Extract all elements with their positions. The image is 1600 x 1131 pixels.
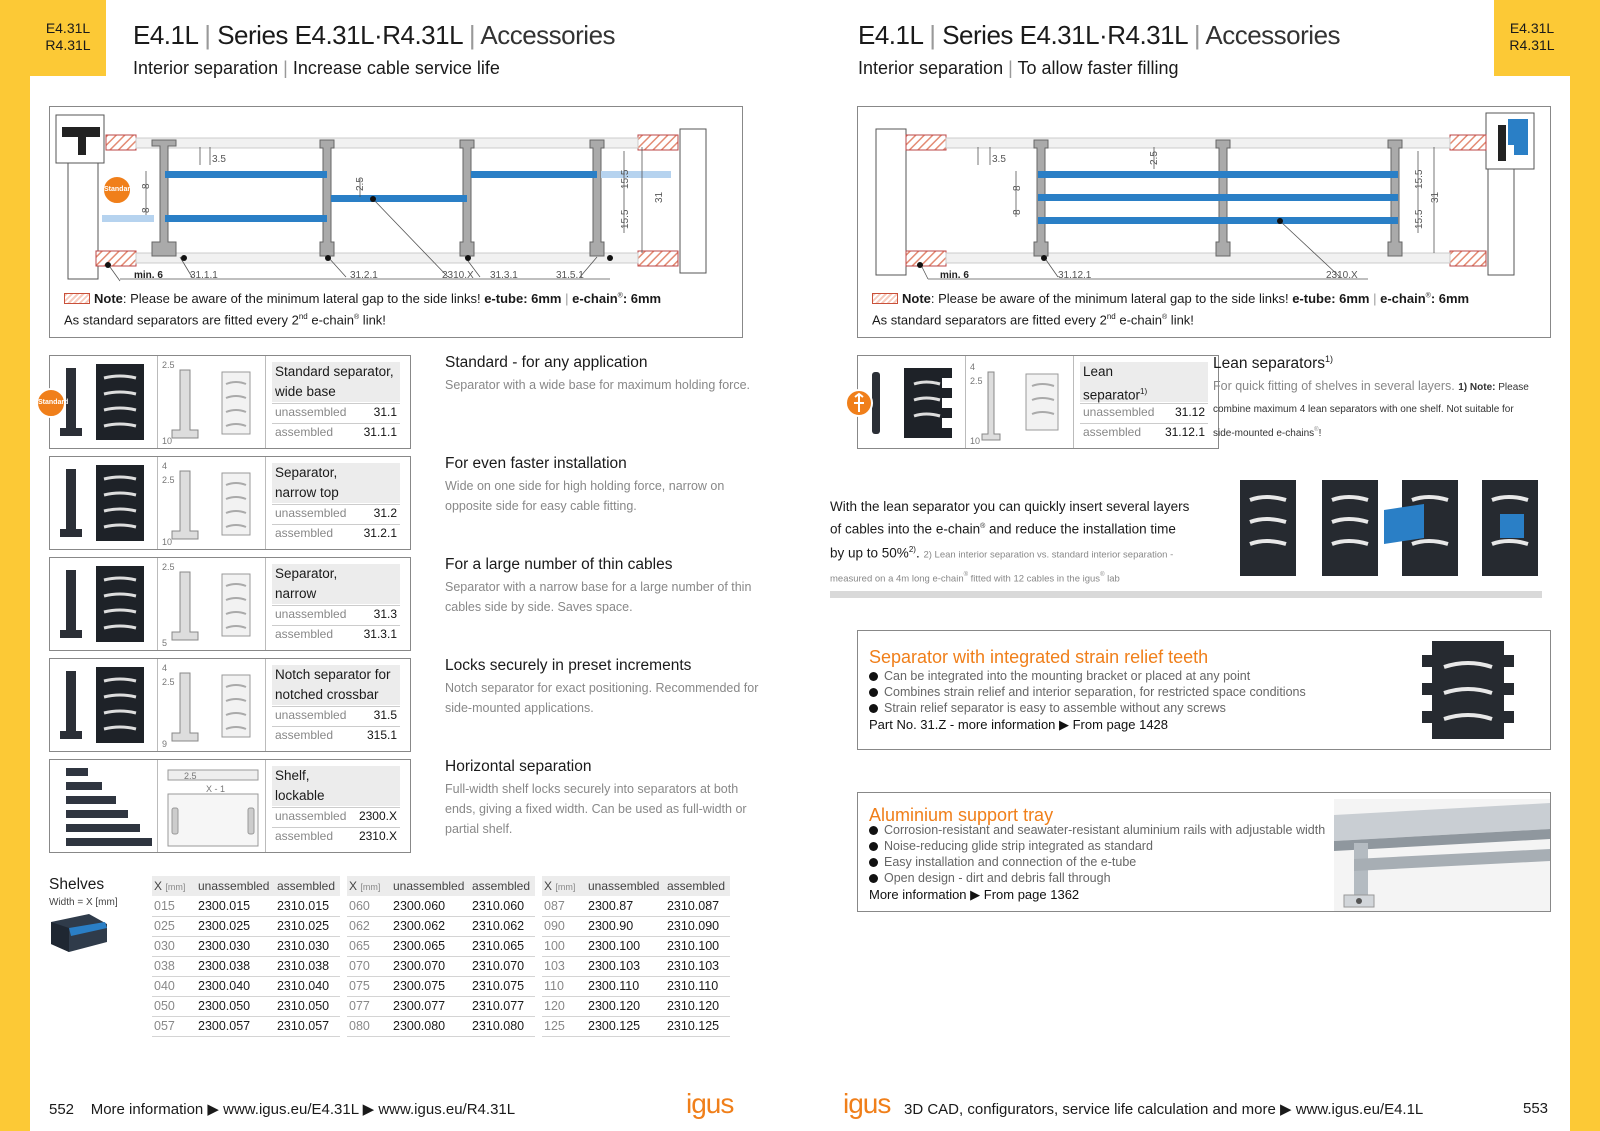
list-item: Easy installation and connection of the e-tube bbox=[869, 855, 1325, 871]
table-row: 015 2300.015 2310.015 bbox=[152, 896, 340, 916]
dim-text: 15.5 bbox=[1414, 209, 1425, 229]
product-name: Separator, narrow bbox=[272, 564, 400, 604]
separator-image bbox=[50, 659, 158, 751]
lean-separator-row bbox=[857, 355, 1219, 449]
left-page bbox=[30, 0, 770, 1131]
svg-text:2.5: 2.5 bbox=[162, 475, 175, 485]
table-row: 060 2300.060 2310.060 bbox=[347, 896, 535, 916]
right-page-number: 553 bbox=[1523, 1100, 1549, 1117]
product-title: For a large number of thin cables bbox=[445, 556, 673, 573]
part-label: 31.3.1 bbox=[490, 270, 518, 281]
product-row bbox=[49, 557, 411, 651]
svg-text:5: 5 bbox=[162, 638, 168, 648]
lean-dimension-drawing bbox=[966, 356, 1074, 448]
lean-badge-icon bbox=[847, 391, 871, 415]
table-header: X [mm] unassembled assembled bbox=[542, 876, 730, 896]
product-row bbox=[49, 355, 411, 449]
lean-order-cell bbox=[1074, 356, 1218, 448]
lean-drawing-cell bbox=[966, 356, 1074, 448]
strain-relief-more-link[interactable]: Part No. 31.Z - more information ▶ From page 1428 bbox=[869, 717, 1169, 732]
separator-dimension-drawing bbox=[158, 457, 266, 549]
product-description: Separator with a wide base for maximum holding force. bbox=[445, 378, 751, 392]
product-description: Separator with a narrow base for a large number of thin cables side by side. Saves space. bbox=[445, 580, 752, 614]
dim-text: 2.5 bbox=[1149, 151, 1160, 165]
lean-description: For quick fitting of shelves in several layers. 1) Note: Please combine maximum 4 lean separators with one shelf. Not suitable for side-mounted e-chains®! bbox=[1213, 379, 1529, 440]
separator-image bbox=[50, 558, 158, 650]
aluminium-tray-image bbox=[1334, 799, 1550, 911]
svg-text:4: 4 bbox=[162, 461, 168, 471]
product-photo-cell bbox=[50, 558, 158, 650]
igus-logo: igus bbox=[843, 1088, 891, 1119]
left-series-tab: E4.31L R4.31L bbox=[30, 0, 106, 76]
product-name: Separator, narrow top bbox=[272, 463, 400, 503]
separator-dimension-drawing bbox=[158, 659, 266, 751]
dim-text: 3.5 bbox=[212, 154, 226, 165]
table-row: 125 2300.125 2310.125 bbox=[542, 1016, 730, 1036]
list-item: Noise-reducing glide strip integrated as standard bbox=[869, 839, 1325, 855]
table-row: 077 2300.077 2310.077 bbox=[347, 996, 535, 1016]
dim-text: 8 bbox=[141, 207, 152, 213]
product-order-cell bbox=[266, 760, 410, 852]
product-order-cell bbox=[266, 558, 410, 650]
table-header: X [mm] unassembled assembled bbox=[152, 876, 340, 896]
aluminium-tray-more-link[interactable]: More information ▶ From page 1362 bbox=[869, 887, 1080, 902]
svg-text:2.5: 2.5 bbox=[162, 677, 175, 687]
table-row: 103 2300.103 2310.103 bbox=[542, 956, 730, 976]
unassembled-line: unassembled 31.5 bbox=[272, 706, 400, 726]
assembled-line: assembled 31.1.1 bbox=[272, 423, 400, 443]
table-row: 030 2300.030 2310.030 bbox=[152, 936, 340, 956]
table-row: 075 2300.075 2310.075 bbox=[347, 976, 535, 996]
svg-text:2.5: 2.5 bbox=[162, 562, 175, 572]
lean-badge bbox=[845, 389, 873, 417]
hatch-swatch bbox=[872, 293, 898, 304]
product-name: Notch separator for notched crossbar bbox=[272, 665, 400, 705]
standard-badge: Standard bbox=[102, 175, 132, 205]
product-drawing-cell bbox=[158, 659, 266, 751]
separation-diagram bbox=[857, 106, 1551, 338]
table-row: 087 2300.87 2310.087 bbox=[542, 896, 730, 916]
list-item: Strain relief separator is easy to assemble without any screws bbox=[869, 701, 1306, 717]
shelf-stack-image bbox=[50, 760, 158, 852]
page-title: E4.1L | Series E4.31L·R4.31L | Accessories bbox=[858, 20, 1341, 50]
table-row: 038 2300.038 2310.038 bbox=[152, 956, 340, 976]
product-title: For even faster installation bbox=[445, 455, 627, 472]
table-row: 065 2300.065 2310.065 bbox=[347, 936, 535, 956]
table-row: 120 2300.120 2310.120 bbox=[542, 996, 730, 1016]
unassembled-line: unassembled 31.1 bbox=[272, 403, 400, 423]
unassembled-line: unassembled 2300.X bbox=[272, 807, 400, 827]
assembled-line: assembled 31.12.1 bbox=[1080, 423, 1208, 443]
shelves-table bbox=[347, 876, 535, 1037]
photo-3 bbox=[1384, 480, 1458, 576]
table-row: 100 2300.100 2310.100 bbox=[542, 936, 730, 956]
list-item: Combines strain relief and interior separation, for restricted space conditions bbox=[869, 685, 1306, 701]
product-name: Lean separator$^{1)}$ bbox=[1080, 362, 1208, 402]
svg-text:X - 1: X - 1 bbox=[206, 784, 226, 794]
product-drawing-cell bbox=[158, 457, 266, 549]
table-row: 057 2300.057 2310.057 bbox=[152, 1016, 340, 1036]
page-subtitle: Interior separation | To allow faster filling bbox=[858, 58, 1179, 78]
lean-assembly-photos bbox=[1236, 478, 1542, 578]
table-row: 070 2300.070 2310.070 bbox=[347, 956, 535, 976]
list-item: Can be integrated into the mounting bracket or placed at any point bbox=[869, 669, 1306, 685]
product-order-cell bbox=[266, 356, 410, 448]
standard-badge: Standard bbox=[36, 388, 66, 418]
product-row bbox=[49, 456, 411, 550]
lean-photo-cell bbox=[858, 356, 966, 448]
unassembled-line: unassembled 31.12 bbox=[1080, 403, 1208, 423]
product-description: Full-width shelf locks securely into separators at both ends, giving a fixed width. Can be used as full-width or partial shelf. bbox=[445, 782, 747, 836]
part-label: 31.2.1 bbox=[350, 270, 378, 281]
aluminium-tray-title: Aluminium support tray bbox=[869, 805, 1054, 825]
product-order-cell bbox=[266, 659, 410, 751]
dim-text: 15.5 bbox=[1414, 169, 1425, 189]
product-title: Standard - for any application bbox=[445, 354, 648, 371]
page-subtitle: Interior separation | Increase cable service life bbox=[133, 58, 500, 78]
assembled-line: assembled 2310.X bbox=[272, 827, 400, 847]
svg-text:9: 9 bbox=[162, 739, 168, 749]
product-order-cell bbox=[266, 457, 410, 549]
table-row: 090 2300.90 2310.090 bbox=[542, 916, 730, 936]
shelves-width-label: Width = X [mm] bbox=[49, 897, 118, 908]
part-label: min. 6 bbox=[940, 270, 969, 281]
left-page-edge bbox=[0, 0, 30, 1131]
list-item: Open design - dirt and debris fall through bbox=[869, 871, 1325, 887]
list-item: Corrosion-resistant and seawater-resistant aluminium rails with adjustable width bbox=[869, 823, 1325, 839]
svg-text:10: 10 bbox=[970, 436, 981, 446]
product-row bbox=[49, 658, 411, 752]
table-row: 050 2300.050 2310.050 bbox=[152, 996, 340, 1016]
gap-note: Note: Please be aware of the minimum lateral gap to the side links! e-tube: 6mm | e-chain®: 6mm bbox=[64, 291, 661, 306]
assembled-line: assembled 31.3.1 bbox=[272, 625, 400, 645]
svg-text:10: 10 bbox=[162, 436, 173, 446]
table-row: 062 2300.062 2310.062 bbox=[347, 916, 535, 936]
dim-text: 15.5 bbox=[620, 169, 631, 189]
photo-2 bbox=[1322, 480, 1378, 576]
svg-text:4: 4 bbox=[970, 362, 976, 372]
right-page-edge bbox=[1570, 0, 1600, 1131]
right-footer-links[interactable]: 3D CAD, configurators, service life calculation and more ▶ www.igus.eu/E4.1L bbox=[904, 1101, 1424, 1118]
separation-diagram bbox=[49, 106, 743, 338]
shelves-table bbox=[152, 876, 340, 1037]
dim-text: 8 bbox=[141, 183, 152, 189]
product-title: Horizontal separation bbox=[445, 758, 592, 775]
product-photo-cell bbox=[50, 457, 158, 549]
dim-text: 3.5 bbox=[992, 154, 1006, 165]
part-label: 2310.X bbox=[442, 270, 474, 281]
shelves-table bbox=[542, 876, 730, 1037]
svg-text:2.5: 2.5 bbox=[162, 360, 175, 370]
unassembled-line: unassembled 31.3 bbox=[272, 605, 400, 625]
standard-fit-note: As standard separators are fitted every 2nd e-chain® link! bbox=[872, 312, 1194, 328]
assembled-line: assembled 31.2.1 bbox=[272, 524, 400, 544]
strain-relief-box bbox=[857, 630, 1551, 750]
part-label: 31.5.1 bbox=[556, 270, 584, 281]
svg-text:2.5: 2.5 bbox=[184, 771, 197, 781]
strain-relief-list bbox=[869, 669, 1306, 717]
separator-image bbox=[50, 457, 158, 549]
right-page bbox=[830, 0, 1570, 1131]
product-name: Standard separator, wide base bbox=[272, 362, 400, 402]
svg-text:10: 10 bbox=[162, 537, 173, 547]
gap-note: Note: Please be aware of the minimum lateral gap to the side links! e-tube: 6mm | e-chain®: 6mm bbox=[872, 291, 1469, 306]
footer-links[interactable]: More information ▶ www.igus.eu/E4.31L ▶ www.igus.eu/R4.31L bbox=[90, 1101, 516, 1118]
part-label: 2310.X bbox=[1326, 270, 1358, 281]
part-label: 31.12.1 bbox=[1058, 270, 1092, 281]
product-name: Shelf, lockable bbox=[272, 766, 400, 806]
product-drawing-cell bbox=[158, 558, 266, 650]
table-row: 025 2300.025 2310.025 bbox=[152, 916, 340, 936]
product-description: Wide on one side for high holding force, narrow on opposite side for easy cable fitting. bbox=[445, 479, 725, 513]
product-photo-cell bbox=[50, 659, 158, 751]
table-row: 040 2300.040 2310.040 bbox=[152, 976, 340, 996]
product-row bbox=[49, 759, 411, 853]
product-drawing-cell bbox=[158, 760, 266, 852]
lean-separator-image bbox=[858, 356, 966, 448]
dim-text: 8 bbox=[1012, 209, 1023, 215]
product-description: Notch separator for exact positioning. Recommended for side-mounted applications. bbox=[445, 681, 759, 715]
shelf-image bbox=[49, 912, 109, 958]
product-photo-cell bbox=[50, 760, 158, 852]
table-row: 110 2300.110 2310.110 bbox=[542, 976, 730, 996]
dim-text: 15.5 bbox=[620, 209, 631, 229]
product-title: Locks securely in preset increments bbox=[445, 657, 692, 674]
svg-text:2.5: 2.5 bbox=[970, 376, 983, 386]
part-label: 31.1.1 bbox=[190, 270, 218, 281]
section-divider bbox=[830, 591, 1542, 598]
separator-dimension-drawing bbox=[158, 356, 266, 448]
photo-4 bbox=[1482, 480, 1538, 576]
page-title: E4.1L | Series E4.31L·R4.31L | Accessories bbox=[133, 20, 616, 50]
strain-relief-title: Separator with integrated strain relief teeth bbox=[869, 647, 1209, 667]
lean-intro-text: With the lean separator you can quickly insert several layers of cables into the e-chain® and reduce the installation time by up to 50%$^{2)}$. 2) Lean interior separation vs. standard interior separation - measured on a 4m long e-chain® fitted with 12 cables in the igus® lab bbox=[830, 499, 1190, 585]
separator-dimension-drawing bbox=[158, 558, 266, 650]
assembled-line: assembled 315.1 bbox=[272, 726, 400, 746]
dim-text: 8 bbox=[1012, 185, 1023, 191]
left-footer: 552 More information ▶ www.igus.eu/E4.31L ▶ www.igus.eu/R4.31L bbox=[49, 1101, 516, 1118]
right-series-tab: E4.31L R4.31L bbox=[1494, 0, 1570, 76]
shelf-dimension-drawing bbox=[158, 760, 266, 852]
igus-logo: igus bbox=[686, 1088, 734, 1119]
aluminium-tray-list bbox=[869, 823, 1325, 887]
standard-fit-note: As standard separators are fitted every 2nd e-chain® link! bbox=[64, 312, 386, 328]
table-header: X [mm] unassembled assembled bbox=[347, 876, 535, 896]
shelves-title: Shelves bbox=[49, 876, 105, 893]
table-row: 080 2300.080 2310.080 bbox=[347, 1016, 535, 1036]
unassembled-line: unassembled 31.2 bbox=[272, 504, 400, 524]
strain-relief-image bbox=[1402, 637, 1534, 745]
aluminium-tray-box bbox=[857, 792, 1551, 912]
lean-title: Lean separators$^{1)}$ bbox=[1213, 354, 1334, 373]
dim-text: 2.5 bbox=[355, 177, 366, 191]
svg-text:4: 4 bbox=[162, 663, 168, 673]
part-label: min. 6 bbox=[134, 270, 163, 281]
photo-1 bbox=[1240, 480, 1296, 576]
dim-text: 31 bbox=[654, 191, 665, 203]
product-drawing-cell bbox=[158, 356, 266, 448]
hatch-swatch bbox=[64, 293, 90, 304]
dim-text: 31 bbox=[1430, 191, 1441, 203]
